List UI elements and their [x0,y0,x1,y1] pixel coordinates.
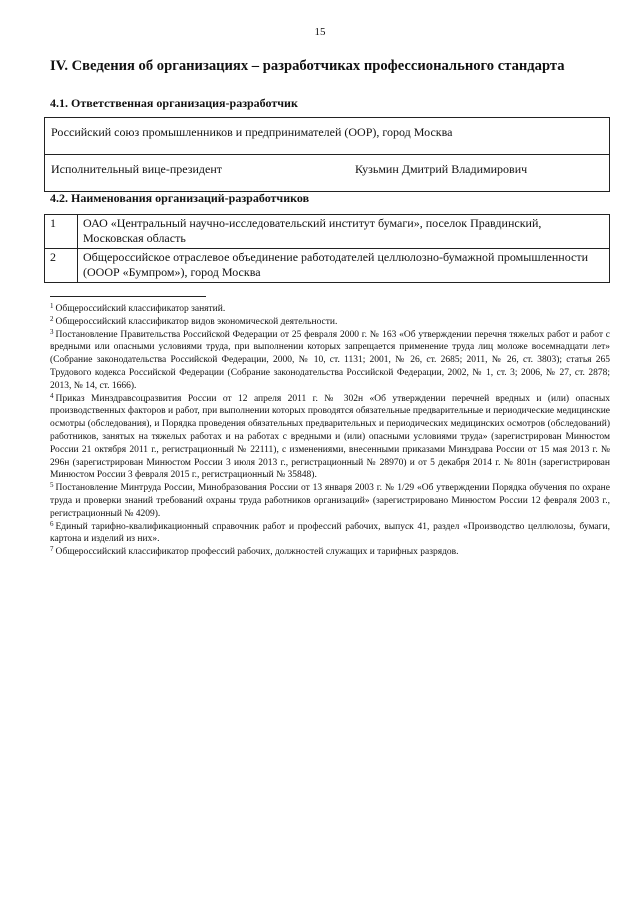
organization-cell: Российский союз промышленников и предпринимателей (ООР), город Москва [45,118,610,155]
row-number: 1 [45,215,78,249]
footnote [50,303,610,316]
organization-name: Общероссийское отраслевое объединение работодателей целлюлозно-бумажной промышленности (ОООР «Бумпром»), город Москва [78,249,610,283]
footnote-mark: 3 [50,327,54,336]
developer-orgs-table [44,214,610,283]
page-number: 15 [314,26,326,38]
footnote-mark: 2 [50,314,54,323]
footnote-text: Единый тарифно-квалификационный справочник работ и профессий рабочих, выпуск 41, раздел «Производство целлюлозы, бумаги, картона и изделий из них». [50,521,610,545]
developer-orgs-heading: 4.2. Наименования организаций-разработчиков [50,191,310,205]
position-title: Исполнительный вице-президент [51,162,223,176]
table-row [45,155,610,192]
responsible-org-table [44,117,610,192]
footnotes [50,303,610,559]
row-number: 2 [45,249,78,283]
footnote-mark: 6 [50,519,54,528]
footnote [50,482,610,520]
footnote-mark: 7 [50,545,54,554]
footnote [50,546,610,559]
footnote [50,393,610,483]
table-row [45,118,610,155]
footnote-text: Постановление Правительства Российской Федерации от 25 февраля 2000 г. № 163 «Об утверждении перечня тяжелых работ и работ с вредными или опасными условиями труда, при выполнении которых запрещается применение труда лиц моложе восемнадцати лет» (Собрание законодательства Российской Федерации, 2000, № 10, ст. 1131; 2001, № 26, ст. 2685; 2011, № 26, ст. 3803); статья 265 Трудового кодекса Российской Федерации (Собрание законодательства Российской Федерации, 2002, № 1, ст. 3; 2006, № 27, ст. 2878; 2013, № 14, ст. 1666). [50,329,610,391]
footnote-text: Постановление Минтруда России, Минобразования России от 13 января 2003 г. № 1/29 «Об утверждении Порядка обучения по охране труда и проверки знаний требований охраны труда работников организаций» (зарегистрировано Минюстом России 12 февраля 2003 г., регистрационный № 4209). [50,483,610,519]
footnote-text: Общероссийский классификатор видов экономической деятельности. [55,316,338,327]
section-title: IV. Сведения об организациях – разработчиках профессионального стандарта [50,58,565,74]
footnote-mark: 1 [50,302,54,310]
footnote-text: Общероссийский классификатор профессий рабочих, должностей служащих и тарифных разрядов. [55,547,459,558]
organization-name: ОАО «Центральный научно-исследовательский институт бумаги», поселок Правдинский, Московская область [78,215,610,249]
table-row [45,215,610,249]
footnote-text: Общероссийский классификатор занятий. [55,304,226,314]
footnote-separator [50,296,206,297]
footnote [50,521,610,547]
footnote-text: Приказ Минздравсоцразвития России от 12 апреля 2011 г. № 302н «Об утверждении перечней вредных и (или) опасных производственных факторов и работ, при выполнении которых проводятся обязательные предварительные и периодические медицинские осмотры (обследования), и Порядка проведения обязательных предварительных и периодических медицинских осмотров (обследований) работников, занятых на тяжелых работах и на работах с вредными и (или) опасными условиями труда» (зарегистрирован Минюстом России 21 октября 2011 г., регистрационный № 22111), с изменениями, внесенными приказами Минздрава России от 15 мая 2013 г. № 296н (зарегистрирован Минюстом России 3 июля 2013 г., регистрационный № 28970) и от 5 декабря 2014 г. № 801н (зарегистрирован Минюстом России 3 февраля 2015 г., регистрационный № 35848). [50,393,610,481]
person-name: Кузьмин Дмитрий Владимирович [355,162,528,176]
position-line [51,161,603,177]
footnote [50,329,610,393]
responsible-org-heading: 4.1. Ответственная организация-разработчик [50,96,298,110]
footnote-mark: 5 [50,481,54,490]
footnote [50,316,610,329]
footnote-mark: 4 [50,391,54,400]
table-row [45,249,610,283]
position-cell [45,155,610,192]
